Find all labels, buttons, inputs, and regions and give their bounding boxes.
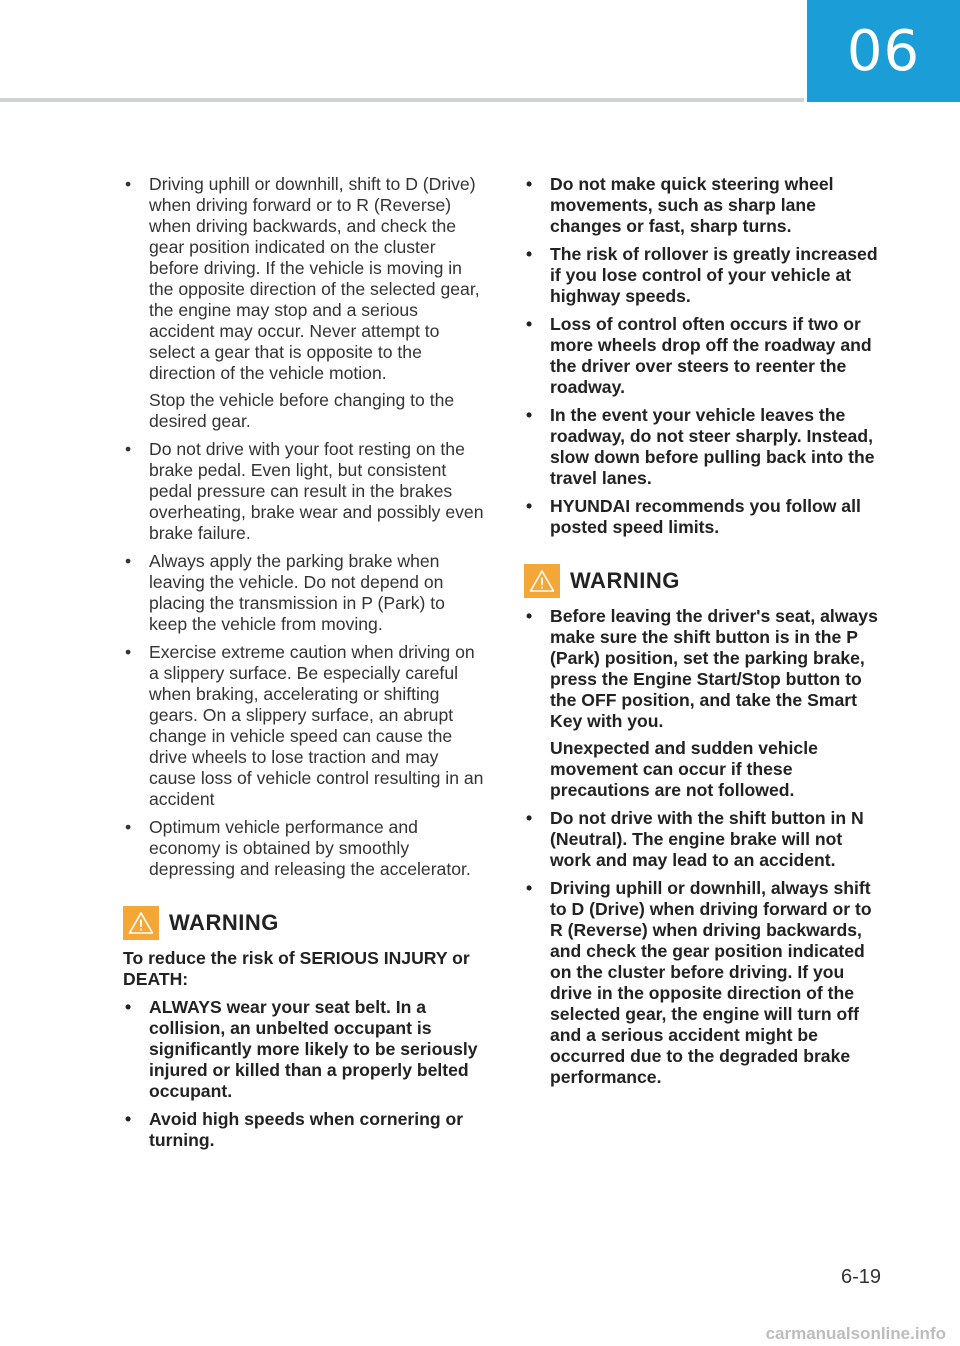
warning-triangle-icon <box>524 564 560 598</box>
bullet-text: • Do not drive with your foot resting on the brake pedal. Even light, but consistent pedal pressure can result in the brakes overheating, brake wear and possibly even brake failure. <box>149 439 484 543</box>
bullet-text: • Always apply the parking brake when leaving the vehicle. Do not depend on placing the transmission in P (Park) to keep the vehicle from moving. <box>149 551 445 634</box>
left-column <box>123 174 485 1158</box>
list-item <box>524 808 886 871</box>
list-item <box>123 642 485 810</box>
header-rule <box>0 98 804 102</box>
bullet-text: • Before leaving the driver's seat, always make sure the shift button is in the P (Park) position, set the parking brake, press the Engine Start/Stop button to the OFF position, and take the Smart Key with you. <box>550 606 878 731</box>
list-item <box>123 551 485 635</box>
warning-title: WARNING <box>570 568 680 593</box>
bullet-text: • Driving uphill or downhill, always shift to D (Drive) when driving forward or to R (Reverse) when driving backwards, and check the gear position indicated on the cluster before driving. If you drive in the opposite direction of the selected gear, the engine will turn off and a serious accident might be occurred due to the degraded brake performance. <box>550 878 872 1087</box>
list-item: • The risk of rollover is greatly increased if you lose control of your vehicle at highway speeds. <box>524 244 886 307</box>
left-bullet-list <box>123 174 485 880</box>
list-item: • Avoid high speeds when cornering or turning. <box>123 1109 485 1151</box>
warning-title: WARNING <box>169 910 279 935</box>
bullet-text: Stop the vehicle before changing to the desired gear. <box>149 390 455 431</box>
warning-heading <box>524 564 886 598</box>
bullet-text: • Exercise extreme caution when driving on a slippery surface. Be especially careful when braking, accelerating or shifting gears. On a slippery surface, an abrupt change in vehicle speed can cause the drive wheels to lose traction and may cause loss of vehicle control resulting in an accident <box>149 642 484 809</box>
list-item <box>123 817 485 880</box>
list-item: • In the event your vehicle leaves the roadway, do not steer sharply. Instead, slow down before pulling back into the travel lanes. <box>524 405 886 489</box>
right-bullet-list <box>524 174 886 538</box>
bullet-text: • Driving uphill or downhill, shift to D (Drive) when driving forward or to R (Reverse) when driving backwards, and check the gear position indicated on the cluster before driving. If the vehicle is moving in the opposite direction of the selected gear, the engine may stop and a serious accident may occur. Never attempt to select a gear that is opposite to the direction of the vehicle motion. <box>149 174 480 383</box>
warning-bullet-list <box>524 606 886 1088</box>
list-item: • HYUNDAI recommends you follow all posted speed limits. <box>524 496 886 538</box>
list-item <box>123 174 485 432</box>
list-item: • Loss of control often occurs if two or more wheels drop off the roadway and the driver over steers to reenter the roadway. <box>524 314 886 398</box>
chapter-number: 06 <box>846 18 921 84</box>
list-item <box>524 606 886 801</box>
bullet-text: • Optimum vehicle performance and economy is obtained by smoothly depressing and releasing the accelerator. <box>149 817 471 879</box>
list-item <box>524 878 886 1088</box>
warning-triangle-icon <box>123 906 159 940</box>
warning-bullet-list <box>123 997 485 1151</box>
list-item: • Do not make quick steering wheel movements, such as sharp lane changes or fast, sharp turns. <box>524 174 886 237</box>
watermark: carmanualsonline.info <box>765 1324 946 1343</box>
warning-intro: To reduce the risk of SERIOUS INJURY or DEATH: <box>123 948 470 989</box>
bullet-text: Unexpected and sudden vehicle movement can occur if these precautions are not followed. <box>550 738 818 800</box>
page-number: 6-19 <box>840 1266 881 1288</box>
bullet-text: • Do not drive with the shift button in N (Neutral). The engine brake will not work and may lead to an accident. <box>550 808 864 870</box>
warning-heading <box>123 906 485 940</box>
list-item: • ALWAYS wear your seat belt. In a collision, an unbelted occupant is significantly more likely to be seriously injured or killed than a properly belted occupant. <box>123 997 485 1102</box>
chapter-tab <box>807 0 960 102</box>
list-item <box>123 439 485 544</box>
right-column <box>524 174 886 1095</box>
